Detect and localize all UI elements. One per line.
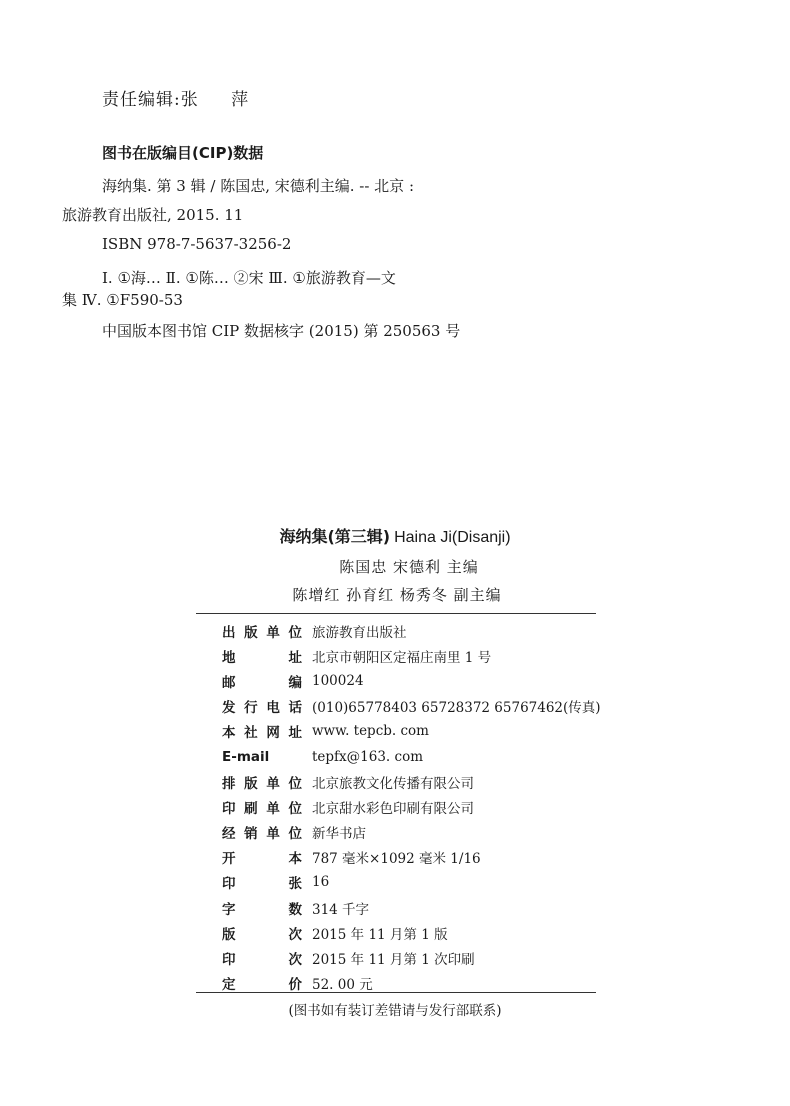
info-label: 印张 bbox=[222, 876, 302, 893]
info-row bbox=[196, 618, 596, 643]
info-label: 本社网址 bbox=[222, 725, 302, 742]
info-row bbox=[196, 744, 596, 769]
info-value: 787 毫米×1092 毫米 1/16 bbox=[312, 851, 481, 868]
info-row bbox=[196, 643, 596, 668]
cip-record-number: 中国版本图书馆 CIP 数据核字 (2015) 第 250563 号 bbox=[102, 322, 461, 340]
info-label: 印次 bbox=[222, 952, 302, 969]
cip-line: 旅游教育出版社, 2015. 11 bbox=[62, 206, 244, 224]
info-row bbox=[196, 694, 601, 719]
book-title-chinese: 海纳集(第三辑) bbox=[279, 527, 391, 546]
info-label: 出版单位 bbox=[222, 624, 302, 641]
info-value: 旅游教育出版社 bbox=[312, 624, 407, 641]
responsible-editor bbox=[102, 90, 262, 110]
info-row bbox=[196, 794, 596, 819]
info-value: 314 千字 bbox=[312, 901, 370, 918]
info-value: 52. 00 元 bbox=[312, 977, 373, 994]
info-label: 版次 bbox=[222, 926, 302, 943]
info-row bbox=[196, 820, 596, 845]
info-value: 北京旅教文化传播有限公司 bbox=[312, 775, 474, 792]
info-label: 开本 bbox=[222, 851, 302, 868]
info-value: 新华书店 bbox=[312, 826, 366, 843]
info-label: 发行电话 bbox=[222, 700, 302, 717]
responsible-editor-name: 张 萍 bbox=[180, 90, 263, 110]
info-label: 邮编 bbox=[222, 674, 302, 691]
cip-title: 图书在版编目(CIP)数据 bbox=[102, 144, 264, 162]
info-row bbox=[196, 719, 596, 744]
info-label: 经销单位 bbox=[222, 826, 302, 843]
info-value: 2015 年 11 月第 1 版 bbox=[312, 926, 448, 943]
cip-line: 集 Ⅳ. ①F590-53 bbox=[62, 291, 183, 309]
info-row bbox=[196, 769, 596, 794]
info-value: 100024 bbox=[312, 672, 364, 689]
book-title-pinyin: Haina Ji(Disanji) bbox=[394, 529, 511, 546]
info-row bbox=[196, 668, 596, 693]
divider-bottom bbox=[196, 992, 596, 993]
info-value: 北京甜水彩色印刷有限公司 bbox=[312, 800, 474, 817]
info-label: 定价 bbox=[222, 977, 302, 994]
divider-top bbox=[196, 613, 596, 614]
info-row bbox=[196, 845, 596, 870]
info-value: 北京市朝阳区定福庄南里 1 号 bbox=[312, 649, 492, 666]
info-row bbox=[196, 945, 596, 970]
chief-editors: 陈国忠 宋德利 主编 bbox=[339, 558, 479, 576]
vice-editors: 陈增红 孙育红 杨秀冬 副主编 bbox=[292, 586, 502, 604]
info-value: www. tepcb. com bbox=[312, 723, 429, 740]
cip-line: Ⅰ. ①海… Ⅱ. ①陈… ②宋 Ⅲ. ①旅游教育—文 bbox=[102, 269, 396, 287]
info-label: 地址 bbox=[222, 649, 302, 666]
binding-error-note: (图书如有装订差错请与发行部联系) bbox=[288, 1003, 502, 1019]
cip-line: 海纳集. 第 3 辑 / 陈国忠, 宋德利主编. -- 北京 : bbox=[102, 177, 415, 195]
info-value: 16 bbox=[312, 874, 330, 891]
responsible-editor-label: 责任编辑: bbox=[102, 90, 181, 110]
info-row bbox=[196, 870, 596, 895]
info-value: (010)65778403 65728372 65767462(传真) bbox=[312, 700, 601, 717]
cip-isbn: ISBN 978-7-5637-3256-2 bbox=[102, 235, 292, 253]
info-label: 印刷单位 bbox=[222, 800, 302, 817]
publication-info-table bbox=[196, 618, 601, 996]
info-row bbox=[196, 895, 596, 920]
info-value: 2015 年 11 月第 1 次印刷 bbox=[312, 952, 475, 969]
book-title bbox=[0, 526, 790, 549]
info-label: 排版单位 bbox=[222, 775, 302, 792]
info-label: E-mail bbox=[222, 748, 270, 765]
info-row bbox=[196, 920, 596, 945]
info-label: 字数 bbox=[222, 901, 302, 918]
info-value: tepfx@163. com bbox=[312, 748, 424, 765]
